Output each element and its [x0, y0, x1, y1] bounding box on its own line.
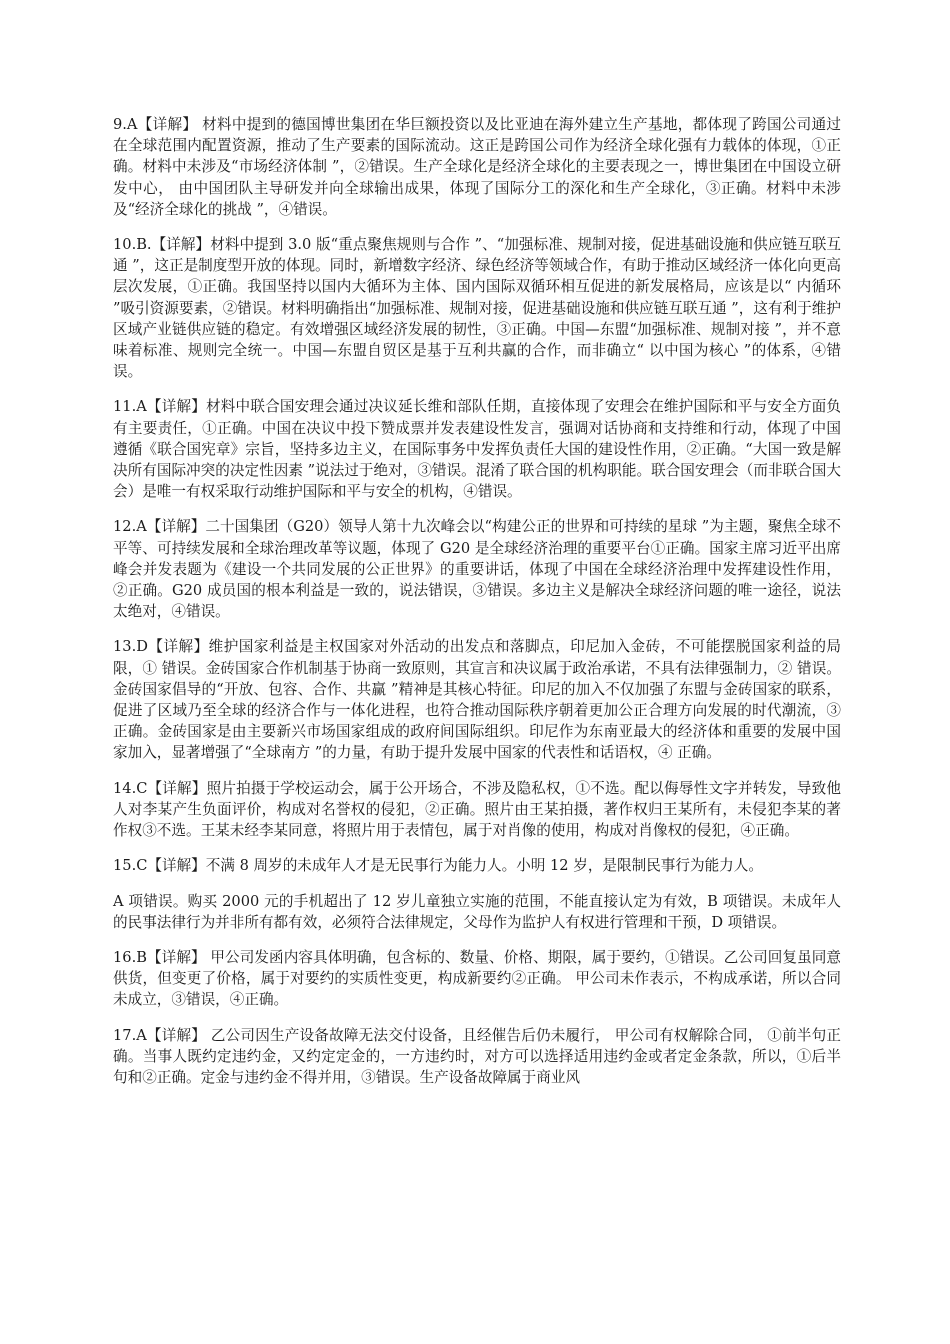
explanation-q10: 10.B.【详解】材料中提到 3.0 版“重点聚焦规则与合作 ”、“加强标准、规制对接，促进基础设施和供应链互联互通 ”，这正是制度型开放的体现。同时，新增数字经济、绿色经济等领域合作，有助于推动区域经济一体化向更高层次发展，①正确。我国坚持以国内大循环为主体、国内国际双循环相互促进的新发展格局，应该是以“ 内循环 ”吸引资源要素，②错误。材料明确指出“加强标准、规制对接，促进基础设施和供应链互联互通 ”，这有利于维护区域产业链供应链的稳定。有效增强区域经济发展的韧性，③正确。中国—东盟“加强标准、规制对接 ”，并不意味着标准、规则完全统一。中国—东盟自贸区是基于互利共赢的合作，而非确立“ 以中国为核心 ”的体系，④错误。: [113, 236, 841, 381]
explanation-q12: 12.A【详解】二十国集团（G20）领导人第十九次峰会以“构建公正的世界和可持续的星球 ”为主题，聚焦全球不平等、可持续发展和全球治理改革等议题，体现了 G20 是全球经济治理的重要平台①正确。国家主席习近平出席峰会并发表题为《建设一个共同发展的公正世界》的重要讲话，体现了中国在全球经济治理中发挥建设性作用，②正确。G20 成员国的根本利益是一致的，说法错误，③错误。多边主义是解决全球经济问题的唯一途径，说法太绝对，④错误。: [113, 518, 841, 621]
explanation-q9: 9.A【详解】 材料中提到的德国博世集团在华巨额投资以及比亚迪在海外建立生产基地，都体现了跨国公司通过在全球范围内配置资源，推动了生产要素的国际流动。这正是跨国公司作为经济全球化强有力载体的体现，①正确。材料中未涉及“市场经济体制 ”，②错误。生产全球化是经济全球化的主要表现之一，博世集团在中国设立研发中心， 由中国团队主导研发并向全球输出成果，体现了国际分工的深化和生产全球化，③正确。材料中未涉及“经济全球化的挑战 ”，④错误。: [113, 116, 841, 218]
explanation-q17: 17.A【详解】 乙公司因生产设备故障无法交付设备，且经催告后仍未履行， 甲公司有权解除合同， ①前半句正确。当事人既约定违约金，又约定定金的，一方违约时，对方可以选择适用违约金或者定金条款，所以，①后半句和②正确。定金与违约金不得并用，③错误。生产设备故障属于商业风: [113, 1026, 841, 1086]
explanation-q14: 14.C【详解】照片拍摄于学校运动会，属于公开场合，不涉及隐私权，①不选。配以侮辱性文字并转发，导致他人对李某产生负面评价，构成对名誉权的侵犯，②正确。照片由王某拍摄，著作权归王某所有，未侵犯李某的著作权③不选。王某未经李某同意，将照片用于表情包，属于对肖像的使用，构成对肖像权的侵犯，④正确。: [113, 779, 841, 840]
answer-explanations: [113, 114, 841, 1102]
explanation-q11: 11.A【详解】材料中联合国安理会通过决议延长维和部队任期，直接体现了安理会在维护国际和平与安全方面负有主要责任，①正确。中国在决议中投下赞成票并发表建设性发言，强调对话协商和支持维和行动，体现了中国遵循《联合国宪章》宗旨，坚持多边主义，在国际事务中发挥负责任大国的建设性作用，②正确。“大国一致是解决所有国际冲突的决定性因素 ”说法过于绝对，③错误。混淆了联合国的机构职能。联合国安理会（而非联合国大会）是唯一有权采取行动维护国际和平与安全的机构，④错误。: [113, 398, 841, 501]
explanation-q15: 15.C【详解】不满 8 周岁的未成年人才是无民事行为能力人。小明 12 岁，是限制民事行为能力人。: [113, 857, 763, 875]
explanation-q16: 16.B【详解】 甲公司发函内容具体明确，包含标的、数量、价格、期限，属于要约，①错误。乙公司回复虽同意供货，但变更了价格，属于对要约的实质性变更，构成新要约②正确。 甲公司未作表示，不构成承诺，所以合同未成立，③错误，④正确。: [113, 948, 841, 1009]
explanation-q13: 13.D【详解】维护国家利益是主权国家对外活动的出发点和落脚点，印尼加入金砖，不可能摆脱国家利益的局限，① 错误。金砖国家合作机制基于协商一致原则，其宣言和决议属于政治承诺，不具有法律强制力，② 错误。金砖国家倡导的“开放、包容、合作、共赢 ”精神是其核心特征。印尼的加入不仅加强了东盟与金砖国家的联系，促进了区域乃至全球的经济合作与一体化进程，也符合推动国际秩序朝着更加公正合理方向发展的时代潮流，③ 正确。金砖国家是由主要新兴市场国家组成的政府间国际组织。印尼作为东南亚最大的经济体和重要的发展中国家加入，显著增强了“全球南方 ”的力量，有助于提升发展中国家的代表性和话语权，④ 正确。: [113, 638, 841, 762]
explanation-q15-continued: A 项错误。购买 2000 元的手机超出了 12 岁儿童独立实施的范围，不能直接认定为有效，B 项错误。未成年人的民事法律行为并非所有都有效，必须符合法律规定，父母作为监护人有权进行管理和干预，D 项错误。: [113, 892, 841, 931]
